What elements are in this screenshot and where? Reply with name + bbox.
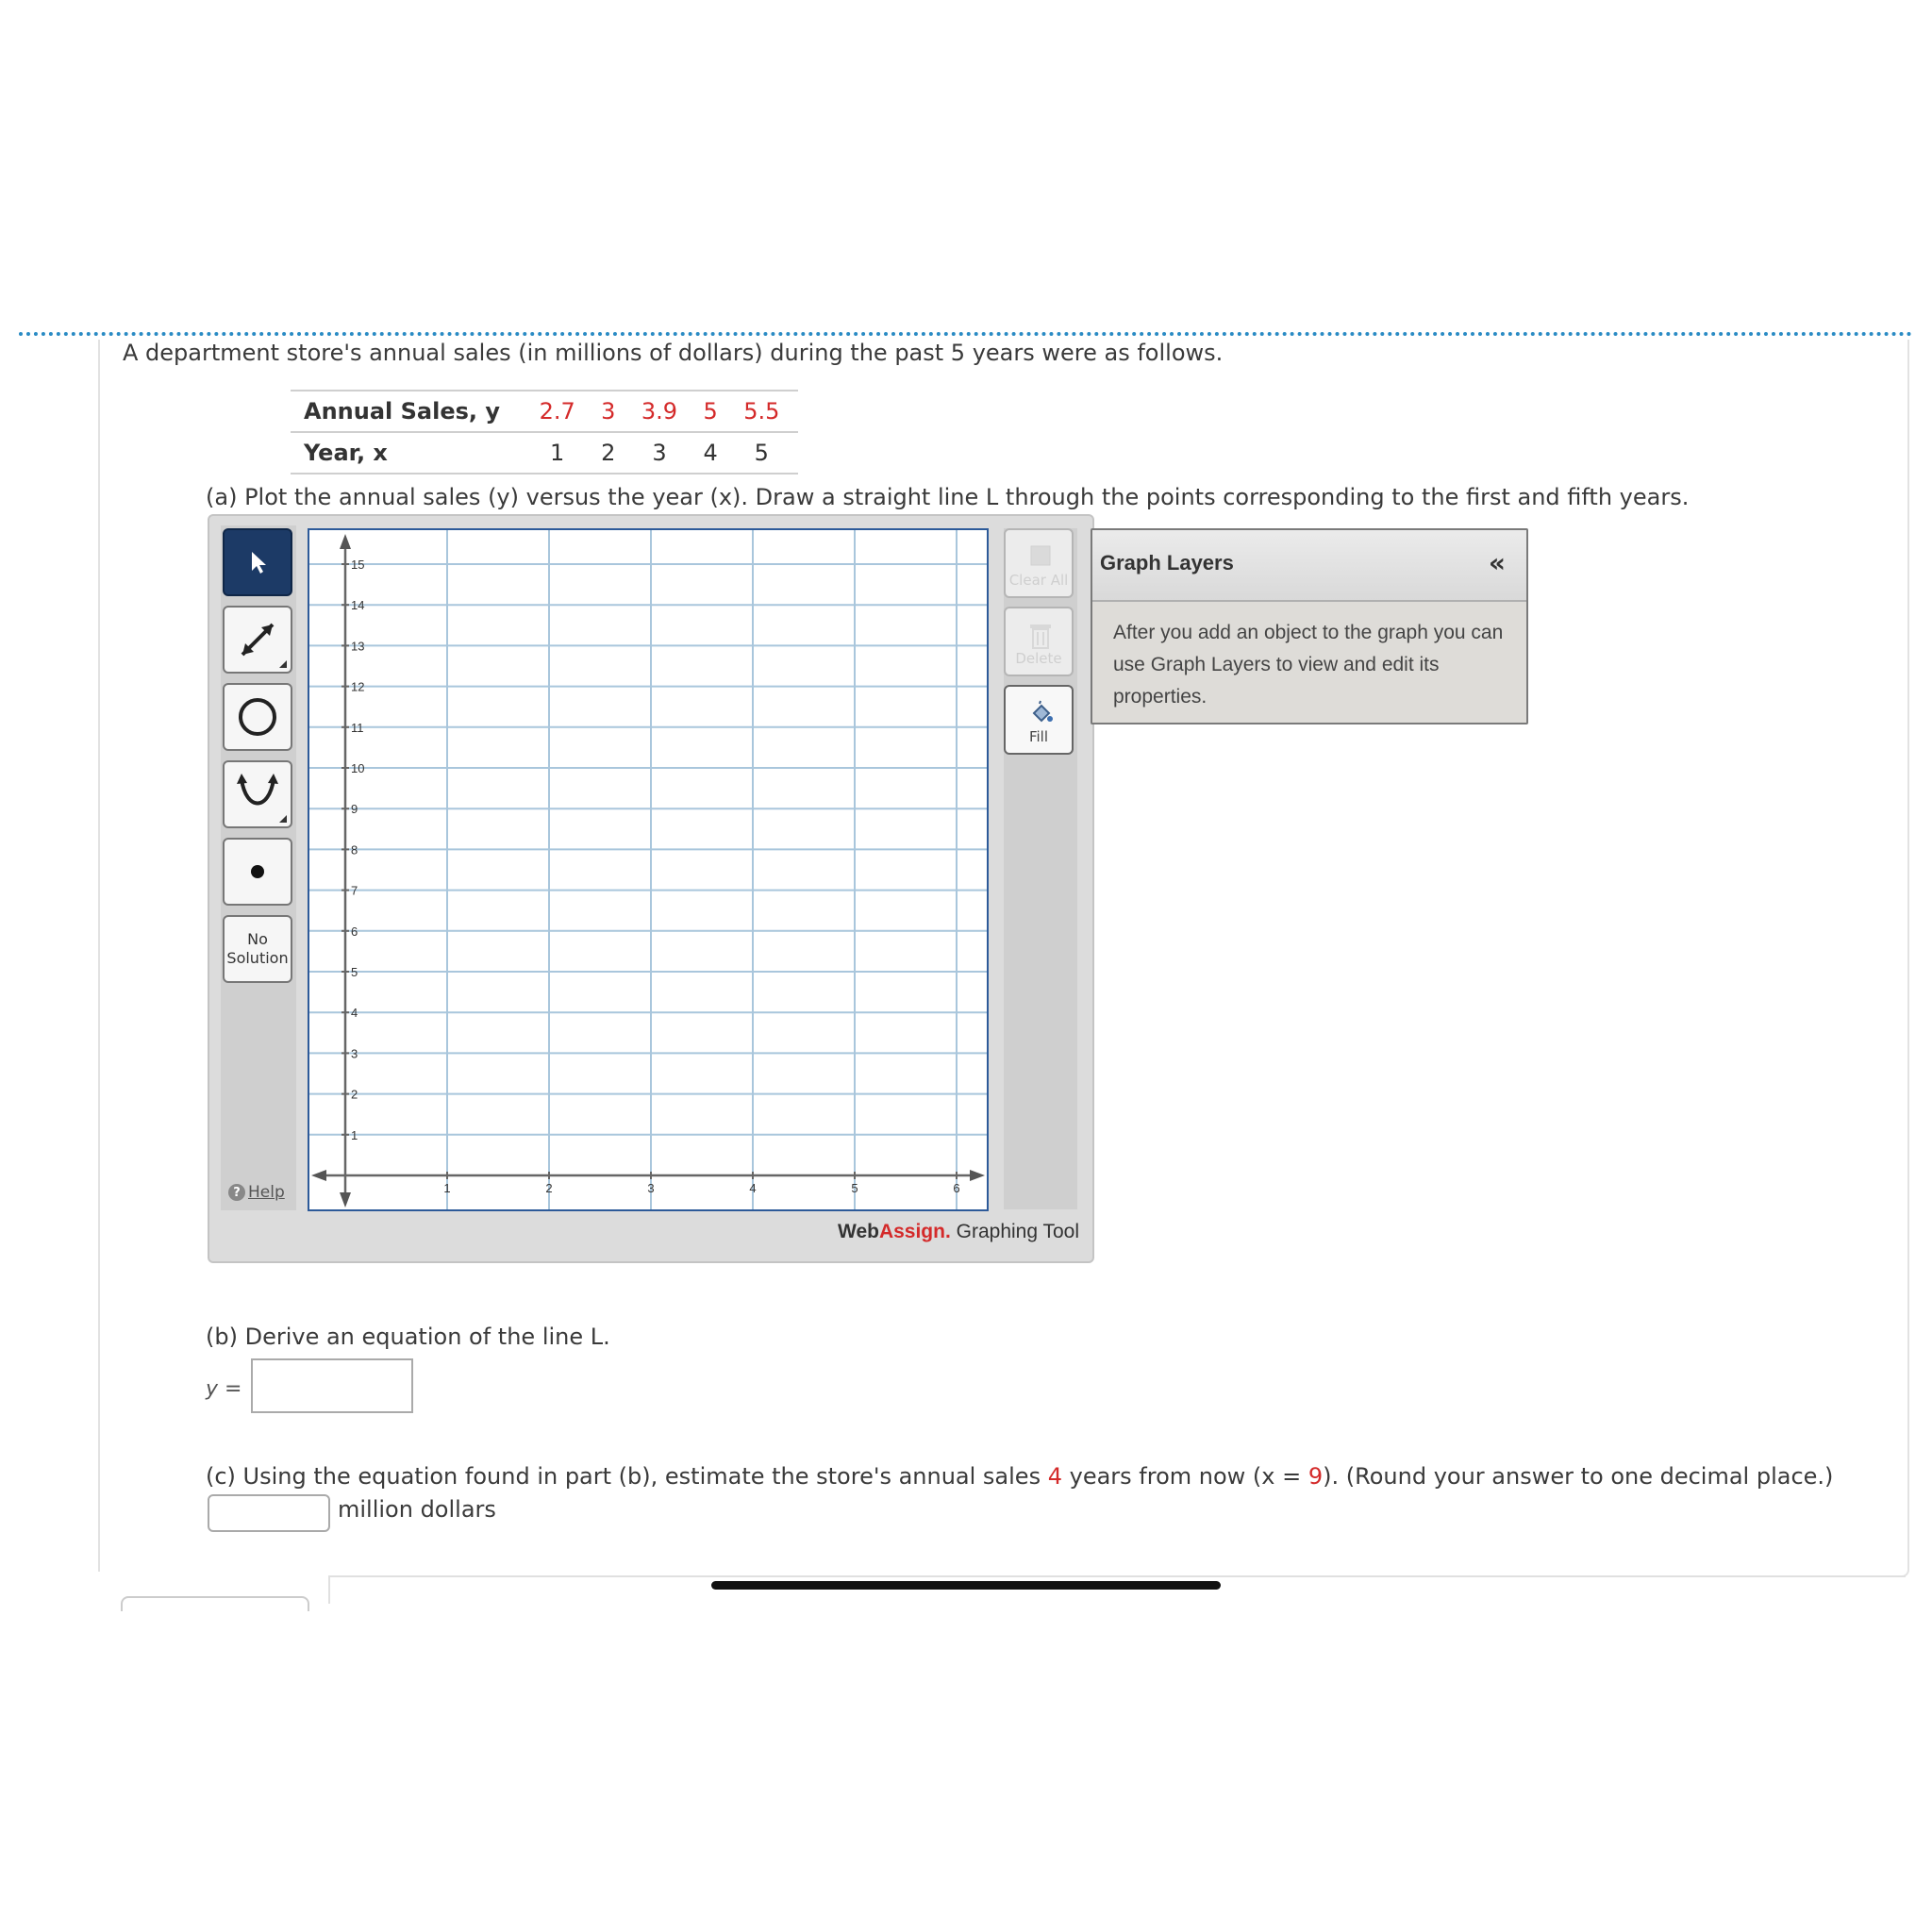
table-cell: 3 — [623, 432, 695, 474]
equation-label: y = — [206, 1377, 242, 1401]
y-tick-label: 5 — [351, 965, 358, 979]
y-tick-label: 11 — [351, 720, 364, 735]
no-solution-label-2: Solution — [226, 949, 289, 967]
y-tick-label: 6 — [351, 924, 358, 939]
help-link[interactable] — [228, 1183, 285, 1202]
trash-icon — [1028, 622, 1053, 650]
fill-label: Fill — [1028, 728, 1049, 745]
y-tick-label: 1 — [351, 1127, 358, 1142]
table-cell: 2 — [593, 432, 623, 474]
x-axis-arrow-right — [970, 1170, 985, 1181]
webassign-brand: WebAssign. Graphing Tool — [838, 1221, 1080, 1242]
line-tool-button[interactable] — [223, 606, 292, 674]
question-intro: A department store's annual sales (in millions of dollars) during the past 5 years were as follows. — [123, 340, 1224, 366]
table-row — [291, 432, 798, 474]
line-arrow-icon — [235, 617, 280, 662]
table-cell: 4 — [696, 432, 725, 474]
data-table — [291, 390, 798, 475]
graph-canvas[interactable] — [308, 528, 989, 1211]
footer-divider-stub — [328, 1575, 330, 1604]
point-tool-button[interactable] — [223, 838, 292, 906]
no-solution-label-1: No — [247, 930, 268, 948]
point-icon — [248, 862, 267, 881]
y-tick-label: 14 — [351, 598, 365, 613]
table-cell: 1 — [521, 432, 593, 474]
y-tick-label: 13 — [351, 639, 365, 654]
y-tick-label: 4 — [351, 1006, 358, 1021]
help-label: Help — [248, 1183, 285, 1202]
pointer-tool-button[interactable] — [223, 528, 292, 596]
table-cell: 5 — [696, 391, 725, 432]
graph-layers-title: Graph Layers — [1100, 551, 1234, 575]
part-a-prompt: (a) Plot the annual sales (y) versus the year (x). Draw a straight line L through the points corresponding to the first and fifth years. — [206, 484, 1690, 510]
y-tick-label: 3 — [351, 1046, 358, 1061]
x-tick-label: 3 — [647, 1181, 655, 1195]
table-cell: 5 — [725, 432, 798, 474]
y-tick-label: 15 — [351, 558, 365, 572]
delete-label: Delete — [1015, 650, 1062, 667]
unit-label: million dollars — [338, 1496, 496, 1523]
circle-tool-button[interactable] — [223, 683, 292, 751]
table-row — [291, 391, 798, 432]
graph-layers-header — [1092, 530, 1526, 602]
y-tick-label: 10 — [351, 761, 365, 775]
delete-button[interactable] — [1004, 607, 1074, 676]
y-tick-label: 8 — [351, 842, 358, 858]
coordinate-grid — [309, 530, 987, 1209]
row-label-sales: Annual Sales, y — [291, 391, 521, 432]
x-axis-arrow-left — [311, 1170, 326, 1181]
part-b-prompt: (b) Derive an equation of the line L. — [206, 1324, 610, 1350]
y-tick-label: 7 — [351, 883, 358, 898]
x-tick-label: 6 — [953, 1181, 960, 1195]
clear-all-button[interactable] — [1004, 528, 1074, 598]
question-divider — [19, 332, 1913, 336]
clear-all-label: Clear All — [1008, 572, 1069, 589]
table-cell: 3 — [593, 391, 623, 432]
collapse-icon[interactable]: « — [1488, 547, 1506, 578]
parabola-icon — [233, 770, 282, 819]
table-cell: 3.9 — [623, 391, 695, 432]
fill-button[interactable] — [1004, 685, 1074, 755]
clear-all-icon — [1028, 543, 1053, 568]
paint-bucket-icon — [1028, 700, 1055, 728]
table-cell: 2.7 — [521, 391, 593, 432]
parabola-tool-button[interactable] — [223, 760, 292, 828]
part-c-prompt: (c) Using the equation found in part (b), estimate the store's annual sales 4 years from now (x = 9). (Round your answer to one decimal place.) — [206, 1463, 1834, 1490]
scroll-indicator[interactable] — [711, 1581, 1221, 1590]
y-tick-label: 12 — [351, 679, 365, 694]
help-icon: ? — [228, 1184, 245, 1201]
pointer-icon — [243, 548, 272, 576]
graph-layers-panel — [1091, 528, 1528, 724]
x-tick-label: 1 — [443, 1181, 451, 1195]
footer-divider — [328, 1575, 1906, 1577]
no-solution-button[interactable] — [223, 915, 292, 983]
x-tick-label: 4 — [749, 1181, 757, 1195]
circle-icon — [236, 695, 279, 739]
y-axis-arrow-down — [340, 1192, 351, 1208]
table-cell: 5.5 — [725, 391, 798, 432]
row-label-year: Year, x — [291, 432, 521, 474]
sales-estimate-input[interactable] — [208, 1494, 330, 1532]
x-tick-label: 5 — [851, 1181, 858, 1195]
graph-layers-help-text: After you add an object to the graph you can use Graph Layers to view and edit its properties. — [1113, 622, 1504, 708]
equation-input[interactable] — [251, 1358, 413, 1413]
y-axis-arrow-up — [340, 534, 351, 549]
submit-tab[interactable] — [121, 1596, 309, 1611]
y-tick-label: 9 — [351, 802, 358, 817]
x-tick-label: 2 — [545, 1181, 553, 1195]
y-tick-label: 2 — [351, 1087, 358, 1102]
